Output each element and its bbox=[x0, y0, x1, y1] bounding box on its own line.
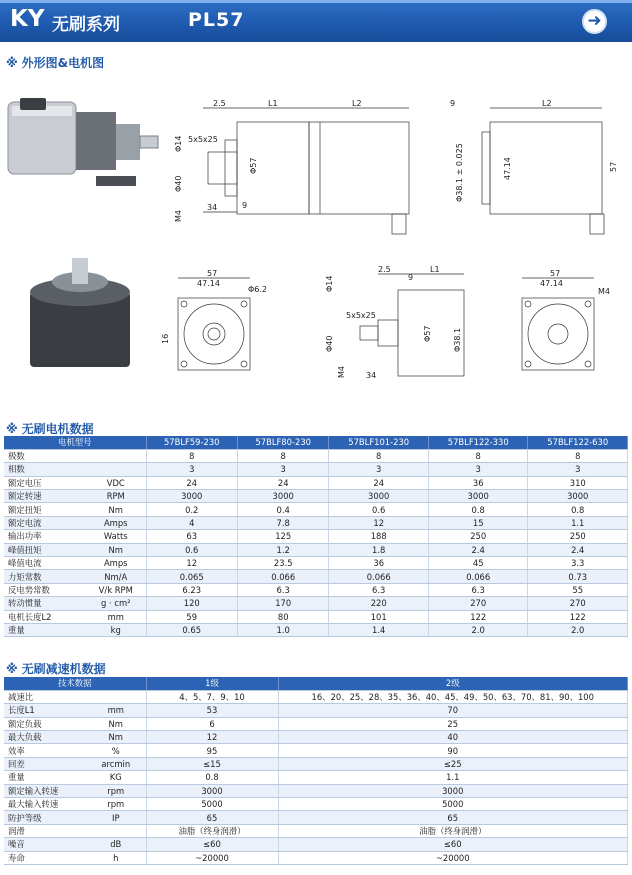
table-cell: 5000 bbox=[146, 798, 278, 811]
dim-phi57: Φ57 bbox=[249, 157, 258, 174]
row-unit: rpm bbox=[86, 784, 146, 797]
table-cell: 15 bbox=[428, 516, 528, 529]
table-header-cell: 技术数据 bbox=[4, 677, 146, 690]
dim-47-14-rear-view: 47.14 bbox=[540, 279, 563, 288]
table-cell: 59 bbox=[146, 610, 237, 623]
table-row bbox=[4, 811, 628, 824]
table-cell: 270 bbox=[528, 597, 628, 610]
table-row bbox=[4, 757, 628, 770]
table-cell: 16、20、25、28、35、36、40、45、49、50、63、70、81、90、100 bbox=[278, 690, 628, 703]
row-unit: KG bbox=[86, 771, 146, 784]
section-mark: ※ bbox=[6, 662, 18, 676]
table-cell: 1.1 bbox=[278, 771, 628, 784]
table-cell: 3 bbox=[329, 463, 429, 476]
section-title-motor-label: 无刷电机数据 bbox=[21, 422, 94, 436]
dim-L1-b: L1 bbox=[430, 265, 440, 274]
dim-16: 16 bbox=[161, 333, 170, 344]
table-cell: 3 bbox=[237, 463, 328, 476]
row-unit: Nm bbox=[86, 543, 146, 556]
table-cell: 3.3 bbox=[528, 557, 628, 570]
table-cell: 45 bbox=[428, 557, 528, 570]
table-cell: ≤60 bbox=[278, 838, 628, 851]
table-row bbox=[4, 784, 628, 797]
row-unit: V/k RPM bbox=[86, 583, 146, 596]
row-label: 额定输入转速 bbox=[4, 784, 86, 797]
table-header-cell: 57BLF101-230 bbox=[329, 436, 429, 449]
table-cell: 12 bbox=[146, 557, 237, 570]
row-unit: Watts bbox=[86, 530, 146, 543]
row-label: 峰值电流 bbox=[4, 557, 86, 570]
table-cell: 8 bbox=[329, 449, 429, 462]
row-unit: VDC bbox=[86, 476, 146, 489]
row-label: 力矩常数 bbox=[4, 570, 86, 583]
table-cell: 3000 bbox=[428, 490, 528, 503]
table-row bbox=[4, 771, 628, 784]
row-unit: Nm bbox=[86, 731, 146, 744]
table-row bbox=[4, 557, 628, 570]
row-unit: Nm/A bbox=[86, 570, 146, 583]
table-header-cell: 57BLF122-630 bbox=[528, 436, 628, 449]
dim-phi57-b: Φ57 bbox=[423, 325, 432, 342]
page-header bbox=[0, 0, 632, 42]
row-unit bbox=[86, 463, 146, 476]
table-header-row bbox=[4, 436, 628, 449]
drawings-area bbox=[0, 72, 632, 402]
table-row bbox=[4, 824, 628, 837]
technical-drawings bbox=[0, 72, 632, 402]
section-mark: ※ bbox=[6, 56, 18, 70]
table-cell: 1.1 bbox=[528, 516, 628, 529]
table-cell: 310 bbox=[528, 476, 628, 489]
table-cell: 0.6 bbox=[146, 543, 237, 556]
row-label: 输出功率 bbox=[4, 530, 86, 543]
table-cell: 55 bbox=[528, 583, 628, 596]
row-label: 润滑 bbox=[4, 824, 86, 837]
dim-34: 34 bbox=[207, 203, 218, 212]
table-row bbox=[4, 851, 628, 864]
table-row bbox=[4, 503, 628, 516]
table-cell: 2.0 bbox=[428, 623, 528, 636]
table-cell: 8 bbox=[528, 449, 628, 462]
table-cell: 3 bbox=[528, 463, 628, 476]
table-row bbox=[4, 543, 628, 556]
row-label: 额定电流 bbox=[4, 516, 86, 529]
table-row bbox=[4, 476, 628, 489]
row-label: 最大输入转速 bbox=[4, 798, 86, 811]
table-cell: 70 bbox=[278, 704, 628, 717]
row-unit: dB bbox=[86, 838, 146, 851]
table-cell: 0.065 bbox=[146, 570, 237, 583]
table-row bbox=[4, 490, 628, 503]
table-cell: 95 bbox=[146, 744, 278, 757]
next-page-button[interactable] bbox=[582, 9, 607, 34]
row-label: 寿命 bbox=[4, 851, 86, 864]
row-label: 减速比 bbox=[4, 690, 86, 703]
table-cell: 40 bbox=[278, 731, 628, 744]
table-cell: 250 bbox=[428, 530, 528, 543]
row-label: 极数 bbox=[4, 449, 86, 462]
dim-2-5: 2.5 bbox=[213, 99, 226, 108]
row-label: 回差 bbox=[4, 757, 86, 770]
table-row bbox=[4, 717, 628, 730]
row-label: 峰值扭矩 bbox=[4, 543, 86, 556]
table-cell: 6 bbox=[146, 717, 278, 730]
table-header-cell: 57BLF59-230 bbox=[146, 436, 237, 449]
table-header-row bbox=[4, 677, 628, 690]
row-label: 反电势常数 bbox=[4, 583, 86, 596]
row-label: 额定转速 bbox=[4, 490, 86, 503]
table-cell: 250 bbox=[528, 530, 628, 543]
table-cell: ≤25 bbox=[278, 757, 628, 770]
section-mark: ※ bbox=[6, 422, 18, 436]
table-row bbox=[4, 610, 628, 623]
row-label: 额定扭矩 bbox=[4, 503, 86, 516]
table-cell: ≤15 bbox=[146, 757, 278, 770]
table-cell: 1.4 bbox=[329, 623, 429, 636]
table-cell: 7.8 bbox=[237, 516, 328, 529]
dim-phi40-b: Φ40 bbox=[325, 335, 334, 352]
row-label: 额定负载 bbox=[4, 717, 86, 730]
table-header-cell: 1级 bbox=[146, 677, 278, 690]
rear-side-view-drawing bbox=[482, 108, 604, 234]
table-row bbox=[4, 798, 628, 811]
table-cell: 3000 bbox=[278, 784, 628, 797]
row-unit bbox=[86, 449, 146, 462]
table-cell: 0.73 bbox=[528, 570, 628, 583]
dim-57-rear-view: 57 bbox=[550, 269, 561, 278]
gearbox-photo bbox=[30, 258, 130, 367]
table-cell: 2.4 bbox=[528, 543, 628, 556]
table-row bbox=[4, 530, 628, 543]
row-label: 重量 bbox=[4, 623, 86, 636]
dim-47-14-front: 47.14 bbox=[197, 279, 220, 288]
table-cell: 101 bbox=[329, 610, 429, 623]
table-cell: ≤60 bbox=[146, 838, 278, 851]
table-header-cell: 57BLF122-330 bbox=[428, 436, 528, 449]
row-unit: kg bbox=[86, 623, 146, 636]
row-label: 转动惯量 bbox=[4, 597, 86, 610]
side-view-2-drawing bbox=[360, 274, 464, 376]
row-label: 效率 bbox=[4, 744, 86, 757]
table-cell: 0.8 bbox=[528, 503, 628, 516]
table-cell: 36 bbox=[329, 557, 429, 570]
row-unit: Nm bbox=[86, 717, 146, 730]
row-unit: mm bbox=[86, 704, 146, 717]
row-unit: g · cm² bbox=[86, 597, 146, 610]
row-unit: Amps bbox=[86, 557, 146, 570]
table-cell: ~20000 bbox=[278, 851, 628, 864]
table-cell: 0.066 bbox=[329, 570, 429, 583]
arrow-right-circle-icon: ➜ bbox=[587, 10, 602, 31]
dim-57-front: 57 bbox=[207, 269, 218, 278]
table-cell: 0.2 bbox=[146, 503, 237, 516]
dim-2-5-b: 2.5 bbox=[378, 265, 391, 274]
row-unit: % bbox=[86, 744, 146, 757]
table-cell: 63 bbox=[146, 530, 237, 543]
table-cell: 80 bbox=[237, 610, 328, 623]
row-unit: IP bbox=[86, 811, 146, 824]
dim-9-b: 9 bbox=[408, 273, 414, 282]
row-label: 电机长度L2 bbox=[4, 610, 86, 623]
table-cell: 0.066 bbox=[428, 570, 528, 583]
table-cell: 23.5 bbox=[237, 557, 328, 570]
table-cell: 53 bbox=[146, 704, 278, 717]
table-header-cell: 电机型号 bbox=[4, 436, 146, 449]
table-cell: 0.6 bbox=[329, 503, 429, 516]
table-cell: 24 bbox=[329, 476, 429, 489]
table-cell: 90 bbox=[278, 744, 628, 757]
table-cell: 6.3 bbox=[329, 583, 429, 596]
table-cell: 12 bbox=[329, 516, 429, 529]
table-row bbox=[4, 449, 628, 462]
table-cell: 2.4 bbox=[428, 543, 528, 556]
table-row bbox=[4, 704, 628, 717]
table-cell: 36 bbox=[428, 476, 528, 489]
dim-L2-rear: L2 bbox=[542, 99, 552, 108]
table-cell: 5000 bbox=[278, 798, 628, 811]
row-label: 噪音 bbox=[4, 838, 86, 851]
table-cell: 270 bbox=[428, 597, 528, 610]
table-row bbox=[4, 516, 628, 529]
dim-47-14: 47.14 bbox=[503, 157, 512, 180]
table-cell: 170 bbox=[237, 597, 328, 610]
section-title-motor bbox=[6, 420, 94, 437]
table-cell: 1.0 bbox=[237, 623, 328, 636]
table-cell: 1.8 bbox=[329, 543, 429, 556]
table-cell: 3000 bbox=[146, 784, 278, 797]
row-label: 相数 bbox=[4, 463, 86, 476]
table-cell: 2.0 bbox=[528, 623, 628, 636]
dim-phi38-b: Φ38.1 bbox=[453, 327, 462, 352]
table-cell: 油脂（终身润滑） bbox=[146, 824, 278, 837]
table-cell: 油脂（终身润滑） bbox=[278, 824, 628, 837]
table-cell: 3000 bbox=[528, 490, 628, 503]
dim-key: 5x5x25 bbox=[188, 135, 218, 144]
table-cell: 120 bbox=[146, 597, 237, 610]
dim-57-rear: 57 bbox=[609, 161, 618, 172]
table-cell: 3 bbox=[428, 463, 528, 476]
dim-M4-b: M4 bbox=[337, 366, 346, 378]
table-cell: 65 bbox=[278, 811, 628, 824]
dim-phi40: Φ40 bbox=[174, 175, 183, 192]
header-accent-line bbox=[0, 0, 632, 3]
table-header-cell: 2级 bbox=[278, 677, 628, 690]
table-cell: 6.23 bbox=[146, 583, 237, 596]
side-view-drawing bbox=[203, 108, 409, 234]
table-cell: 25 bbox=[278, 717, 628, 730]
row-unit: RPM bbox=[86, 490, 146, 503]
rear-view-drawing bbox=[522, 278, 594, 370]
dim-key-b: 5x5x25 bbox=[346, 311, 376, 320]
table-cell: 6.3 bbox=[237, 583, 328, 596]
dim-34-b: 34 bbox=[366, 371, 377, 380]
section-title-drawings-label: 外形图&电机图 bbox=[21, 56, 105, 70]
table-cell: 122 bbox=[428, 610, 528, 623]
brand-ky-title: KY bbox=[10, 6, 45, 32]
table-cell: 188 bbox=[329, 530, 429, 543]
section-title-drawings bbox=[6, 54, 104, 71]
table-cell: 125 bbox=[237, 530, 328, 543]
section-title-reducer bbox=[6, 660, 106, 677]
row-unit: rpm bbox=[86, 798, 146, 811]
dim-9: 9 bbox=[242, 201, 248, 210]
gearmotor-photo bbox=[8, 98, 158, 186]
row-unit bbox=[86, 824, 146, 837]
row-unit: mm bbox=[86, 610, 146, 623]
table-cell: 8 bbox=[146, 449, 237, 462]
table-cell: 0.8 bbox=[428, 503, 528, 516]
series-title: 无刷系列 bbox=[52, 15, 120, 35]
dim-phi14: Φ14 bbox=[174, 135, 183, 152]
dim-M4-rear-view: M4 bbox=[598, 287, 610, 296]
table-cell: 1.2 bbox=[237, 543, 328, 556]
table-cell: 4 bbox=[146, 516, 237, 529]
model-title: PL57 bbox=[188, 9, 245, 31]
table-row bbox=[4, 463, 628, 476]
table-cell: 0.066 bbox=[237, 570, 328, 583]
table-cell: 65 bbox=[146, 811, 278, 824]
dim-phi38: Φ38.1 ± 0.025 bbox=[455, 143, 464, 202]
table-row bbox=[4, 744, 628, 757]
table-cell: 3000 bbox=[237, 490, 328, 503]
table-cell: 122 bbox=[528, 610, 628, 623]
table-cell: 8 bbox=[237, 449, 328, 462]
table-cell: 24 bbox=[237, 476, 328, 489]
table-cell: 220 bbox=[329, 597, 429, 610]
table-row bbox=[4, 690, 628, 703]
section-title-reducer-label: 无刷减速机数据 bbox=[21, 662, 106, 676]
row-label: 额定电压 bbox=[4, 476, 86, 489]
table-cell: 3000 bbox=[329, 490, 429, 503]
row-unit: Nm bbox=[86, 503, 146, 516]
table-cell: 3 bbox=[146, 463, 237, 476]
row-unit: h bbox=[86, 851, 146, 864]
table-cell: 12 bbox=[146, 731, 278, 744]
row-label: 长度L1 bbox=[4, 704, 86, 717]
reducer-data-table bbox=[4, 677, 628, 865]
table-header-cell: 57BLF80-230 bbox=[237, 436, 328, 449]
table-row bbox=[4, 583, 628, 596]
row-unit: arcmin bbox=[86, 757, 146, 770]
table-cell: 0.65 bbox=[146, 623, 237, 636]
table-cell: 8 bbox=[428, 449, 528, 462]
dim-phi14-b: Φ14 bbox=[325, 275, 334, 292]
table-cell: 6.3 bbox=[428, 583, 528, 596]
row-unit: Amps bbox=[86, 516, 146, 529]
dim-top-r-val: 9 bbox=[450, 99, 456, 108]
front-view-drawing bbox=[178, 278, 250, 370]
table-row bbox=[4, 570, 628, 583]
table-cell: 3000 bbox=[146, 490, 237, 503]
dim-L1: L1 bbox=[268, 99, 278, 108]
table-cell: 24 bbox=[146, 476, 237, 489]
row-label: 最大负载 bbox=[4, 731, 86, 744]
table-row bbox=[4, 731, 628, 744]
dim-phi6-2: Φ6.2 bbox=[248, 285, 268, 294]
row-unit bbox=[86, 690, 146, 703]
table-cell: 4、5、7、9、10 bbox=[146, 690, 278, 703]
table-cell: ~20000 bbox=[146, 851, 278, 864]
dim-L2: L2 bbox=[352, 99, 362, 108]
table-row bbox=[4, 623, 628, 636]
table-cell: 0.8 bbox=[146, 771, 278, 784]
motor-data-table bbox=[4, 436, 628, 637]
row-label: 重量 bbox=[4, 771, 86, 784]
dim-M4: M4 bbox=[174, 210, 183, 222]
table-cell: 0.4 bbox=[237, 503, 328, 516]
row-label: 防护等级 bbox=[4, 811, 86, 824]
table-row bbox=[4, 597, 628, 610]
table-row bbox=[4, 838, 628, 851]
